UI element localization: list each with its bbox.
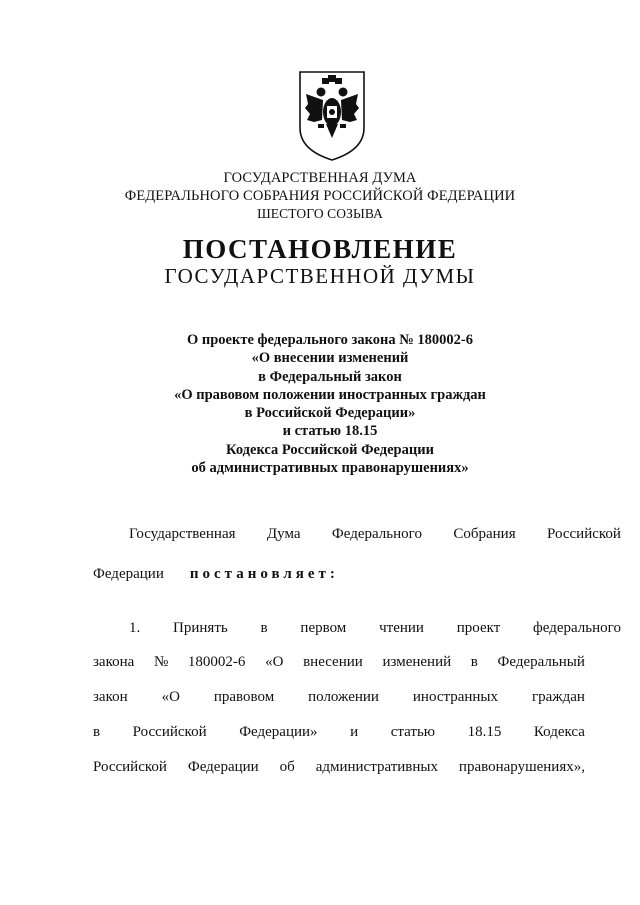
word: об bbox=[279, 759, 295, 775]
word: Кодекса bbox=[533, 724, 585, 740]
word: в bbox=[470, 654, 478, 670]
word: Российской bbox=[547, 526, 621, 542]
word: правовом bbox=[213, 689, 275, 705]
word: «О bbox=[161, 689, 180, 705]
body-line bbox=[93, 526, 621, 543]
subject-line: «О внесении изменений bbox=[251, 350, 409, 367]
subject-line: в Федеральный закон bbox=[258, 368, 402, 385]
word: и bbox=[350, 724, 359, 740]
word: Принять bbox=[173, 620, 228, 636]
word: положении bbox=[308, 689, 379, 705]
word: Федерального bbox=[331, 526, 422, 542]
word: граждан bbox=[531, 689, 585, 705]
word: № bbox=[153, 654, 169, 670]
subject-line: и статью 18.15 bbox=[282, 423, 378, 440]
word: в bbox=[93, 724, 101, 740]
word: внесении bbox=[303, 654, 363, 670]
item-number: 1. bbox=[129, 620, 141, 636]
word: 180002-6 bbox=[187, 654, 246, 670]
document-title: ПОСТАНОВЛЕНИЕ bbox=[182, 234, 458, 264]
body-line bbox=[93, 759, 585, 776]
subject-line: Кодекса Российской Федерации bbox=[226, 441, 434, 458]
org-name-line2: ФЕДЕРАЛЬНОГО СОБРАНИЯ РОССИЙСКОЙ ФЕДЕРАЦИИ bbox=[124, 188, 516, 204]
subject-line: «О правовом положении иностранных граждан bbox=[174, 386, 486, 403]
word: «О bbox=[265, 654, 284, 670]
word: Федерации bbox=[187, 759, 259, 775]
subject-line: в Российской Федерации» bbox=[244, 405, 416, 422]
word: административных bbox=[315, 759, 438, 775]
body-line bbox=[93, 689, 585, 706]
word: в bbox=[260, 620, 268, 636]
word: Государственная bbox=[129, 526, 236, 542]
word: чтении bbox=[379, 620, 424, 636]
word: первом bbox=[300, 620, 347, 636]
convocation-line: ШЕСТОГО СОЗЫВА bbox=[257, 206, 383, 221]
word: Федерации» bbox=[239, 724, 318, 740]
body-line bbox=[93, 566, 585, 583]
document-subject bbox=[100, 331, 560, 477]
word: проект bbox=[456, 620, 501, 636]
word: Российской bbox=[93, 759, 167, 775]
word: статью bbox=[390, 724, 435, 740]
document-subtitle: ГОСУДАРСТВЕННОЙ ДУМЫ bbox=[164, 264, 476, 288]
org-name-line1: ГОСУДАРСТВЕННАЯ ДУМА bbox=[223, 170, 417, 186]
body-line bbox=[93, 724, 585, 741]
word: иностранных bbox=[412, 689, 499, 705]
word: Дума bbox=[266, 526, 301, 542]
word: Собрания bbox=[453, 526, 516, 542]
word: Российской bbox=[132, 724, 207, 740]
word: 18.15 bbox=[467, 724, 502, 740]
word: федерального bbox=[533, 620, 621, 636]
subject-line: об административных правонарушениях» bbox=[191, 460, 469, 477]
word: закон bbox=[93, 689, 128, 705]
word: Федеральный bbox=[497, 654, 585, 670]
resolution-verb: постановляет: bbox=[189, 566, 339, 582]
body-line bbox=[93, 654, 585, 671]
body-line bbox=[93, 620, 621, 637]
subject-line: О проекте федерального закона № 180002-6 bbox=[186, 332, 474, 348]
word: закона bbox=[93, 654, 135, 670]
coat-of-arms-emblem bbox=[298, 70, 366, 162]
word: Федерации bbox=[93, 566, 164, 582]
word: изменений bbox=[382, 654, 452, 670]
word: правонарушениях», bbox=[458, 759, 585, 775]
